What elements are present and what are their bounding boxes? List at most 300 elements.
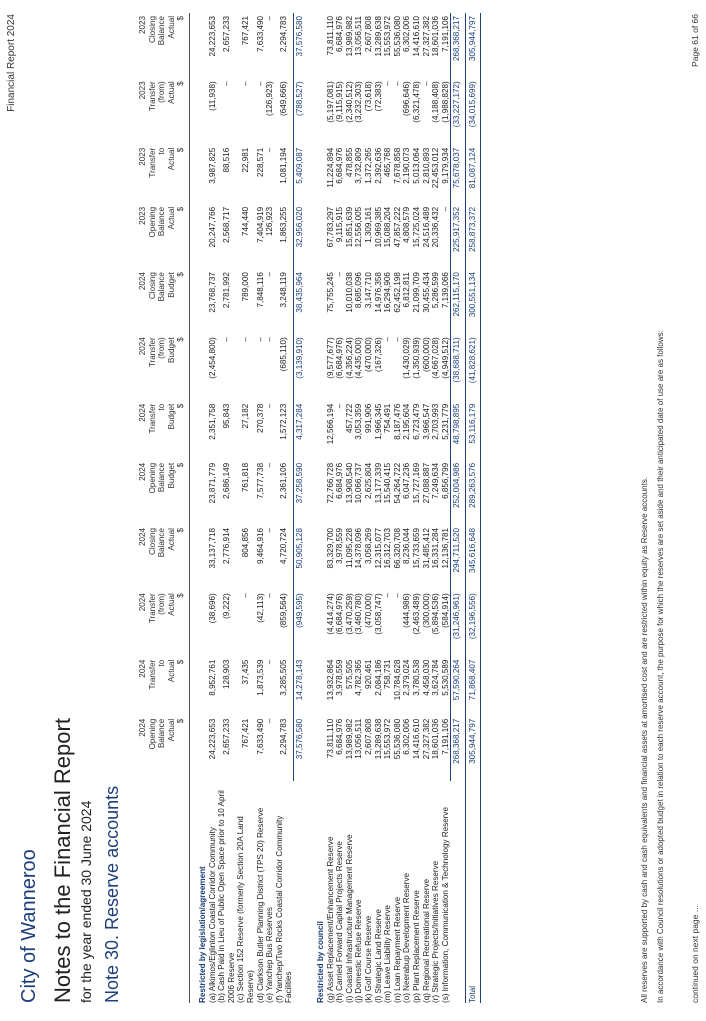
table-cell: 24,223,653 bbox=[207, 718, 217, 760]
table-cell: (72,383) bbox=[373, 81, 383, 112]
table-cell: 33,137,718 bbox=[207, 528, 217, 569]
table-cell: 2,625,804 bbox=[363, 462, 373, 499]
column-header-line: Budget bbox=[166, 462, 176, 489]
table-cell: (11,938) bbox=[207, 81, 217, 111]
column-header-line: Balance bbox=[157, 462, 167, 493]
subtotal-cell: 37,576,580 bbox=[294, 716, 308, 781]
table-row bbox=[326, 13, 336, 1003]
table-cell: 10,969,385 bbox=[373, 206, 383, 248]
table-cell: 73,811,110 bbox=[325, 718, 335, 759]
table-cell: 3,780,538 bbox=[411, 659, 421, 696]
table-cell: 6,684,976 bbox=[335, 147, 345, 184]
subtotal-cell: 57,590,264 bbox=[451, 657, 466, 716]
column-header-line: 2024 bbox=[138, 462, 147, 481]
table-cell: 67,783,297 bbox=[325, 206, 335, 248]
table-cell: (444,986) bbox=[402, 593, 412, 628]
reserve-name: (d) Clarkson Butler Planning District (TPS 20) Reserve bbox=[255, 807, 265, 1003]
table-cell: 3,053,359 bbox=[354, 403, 364, 440]
table-cell: 83,329,700 bbox=[325, 528, 335, 569]
table-cell: 8,952,761 bbox=[207, 659, 217, 696]
subtotal-cell: (788,527) bbox=[294, 78, 308, 144]
table-cell: 2,195,604 bbox=[402, 403, 412, 440]
column-header bbox=[138, 334, 189, 400]
table-cell: 13,289,638 bbox=[373, 718, 383, 760]
table-cell: 13,932,864 bbox=[325, 659, 335, 701]
table-cell: 10,066,737 bbox=[354, 462, 364, 504]
table-cell: 12,556,005 bbox=[354, 206, 364, 248]
table-cell: 2,776,914 bbox=[221, 528, 231, 565]
table-cell: 270,378 bbox=[255, 403, 265, 433]
column-header bbox=[138, 460, 189, 525]
table-cell: 5,013,064 bbox=[411, 147, 421, 184]
table-cell: 2,392,636 bbox=[373, 147, 383, 184]
table-cell: 6,856,799 bbox=[440, 462, 450, 499]
reserve-name: (b) Cash Paid in Lieu of Public Open Space prior to 10 April 2006 Reserve bbox=[217, 790, 236, 1003]
column-header-line: Closing bbox=[147, 272, 157, 300]
column-header-line: Actual bbox=[166, 81, 176, 104]
table-cell: 128,903 bbox=[221, 659, 231, 689]
table-row bbox=[422, 13, 432, 1003]
table-cell: 20,336,432 bbox=[431, 206, 441, 248]
table-cell: 14,378,096 bbox=[354, 528, 364, 569]
table-cell: (38,696) bbox=[207, 593, 217, 624]
table-cell: 14,416,610 bbox=[411, 718, 421, 760]
table-cell: 991,906 bbox=[363, 403, 373, 433]
table-cell: (73,618) bbox=[363, 81, 373, 112]
subtotal-cell: 32,956,020 bbox=[294, 204, 308, 269]
table-cell: 7,191,106 bbox=[440, 16, 450, 53]
page-number: Page 61 of 66 bbox=[690, 14, 700, 67]
table-cell: 1,966,345 bbox=[373, 403, 383, 440]
table-cell: – bbox=[221, 81, 231, 86]
reserve-name: (j) Domestic Refuse Reserve bbox=[354, 899, 364, 1003]
column-header-line: 2024 bbox=[138, 718, 147, 737]
table-cell: 7,633,490 bbox=[255, 718, 265, 755]
column-header-line: Actual bbox=[166, 659, 176, 683]
section-title: Restricted by legislation/agreement bbox=[197, 866, 207, 1003]
table-cell: 4,458,030 bbox=[421, 659, 431, 696]
table-cell: 66,320,708 bbox=[392, 528, 402, 569]
reserve-name: (e) Yanchep Bus Reserves bbox=[265, 907, 275, 1003]
table-cell: 14,416,610 bbox=[411, 16, 421, 57]
table-cell: 1,372,265 bbox=[363, 147, 373, 184]
total-row bbox=[465, 13, 480, 1003]
column-header-line: $ bbox=[176, 337, 186, 342]
column-header-line: Actual bbox=[166, 718, 176, 742]
column-header-line: Balance bbox=[157, 206, 167, 237]
table-cell: 27,327,382 bbox=[421, 16, 431, 57]
reserve-name: (q) Regional Recreational Reserve bbox=[421, 878, 431, 1003]
table-cell: 2,568,717 bbox=[221, 206, 231, 243]
subtotal-cell: (3,139,910) bbox=[294, 334, 308, 400]
reserve-name: (l) Strategic Land Reserve bbox=[373, 908, 383, 1003]
table-cell: 9,115,915 bbox=[335, 206, 345, 243]
table-row bbox=[383, 13, 393, 1003]
table-cell: 11,095,228 bbox=[344, 528, 354, 568]
column-header-line: Actual bbox=[166, 206, 176, 230]
column-header-line: 2023 bbox=[138, 81, 147, 100]
subtotal-cell: 37,258,590 bbox=[294, 460, 308, 525]
table-cell: 767,421 bbox=[241, 16, 251, 46]
table-cell: (4,435,000) bbox=[354, 337, 364, 379]
reserve-name: (p) Plant Replacement Reserve bbox=[411, 890, 421, 1003]
table-cell: – bbox=[265, 593, 275, 598]
table-cell: (696,646) bbox=[402, 81, 412, 116]
table-cell: 13,989,982 bbox=[344, 16, 354, 57]
table-cell: 15,553,972 bbox=[383, 16, 393, 57]
table-cell: 22,981 bbox=[241, 147, 251, 173]
total-cell: (41,828,621) bbox=[465, 334, 480, 400]
column-header-line: to bbox=[157, 147, 167, 155]
table-cell: 2,294,783 bbox=[279, 16, 289, 53]
table-row bbox=[393, 13, 403, 1003]
column-header-line: Balance bbox=[157, 718, 167, 749]
table-cell: 15,851,639 bbox=[344, 206, 354, 248]
column-header-line: 2024 bbox=[138, 272, 147, 291]
column-header-line: Opening bbox=[147, 718, 157, 750]
table-cell: (584,914) bbox=[440, 593, 450, 628]
column-header-line: Transfer bbox=[147, 403, 157, 434]
table-cell: (126,923) bbox=[265, 81, 275, 116]
table-cell: 8,236,044 bbox=[402, 528, 412, 565]
column-header-line: $ bbox=[176, 659, 186, 665]
table-cell: (2,340,512) bbox=[344, 81, 354, 123]
table-cell: 27,182 bbox=[241, 403, 251, 429]
table-cell: 75,755,245 bbox=[325, 272, 335, 313]
table-cell: 126,923 bbox=[265, 206, 275, 237]
table-row bbox=[412, 13, 422, 1003]
table-cell: (2,463,489) bbox=[411, 593, 421, 635]
table-row bbox=[441, 13, 451, 1003]
column-header-line: $ bbox=[176, 16, 186, 21]
table-cell: 22,453,012 bbox=[431, 147, 441, 189]
table-cell: 12,566,194 bbox=[325, 403, 335, 445]
page-subtitle: for the year ended 30 June 2024 bbox=[78, 800, 94, 1003]
table-cell: 465,768 bbox=[383, 147, 393, 177]
table-cell: 23,768,737 bbox=[207, 272, 217, 313]
column-header-line: 2023 bbox=[138, 147, 147, 166]
table-cell: 73,811,110 bbox=[325, 16, 335, 56]
column-header-line: Closing bbox=[147, 528, 157, 556]
table-row bbox=[345, 13, 355, 1003]
table-header bbox=[138, 13, 189, 1003]
table-cell: 24,516,489 bbox=[421, 206, 431, 248]
total-cell: (32,196,556) bbox=[465, 590, 480, 656]
table-cell: 2,657,233 bbox=[221, 16, 231, 53]
table-cell: 13,056,511 bbox=[354, 718, 364, 759]
table-cell: 1,873,539 bbox=[255, 659, 265, 696]
table-row bbox=[402, 13, 412, 1003]
table-cell: 7,848,116 bbox=[255, 272, 265, 308]
reserve-accounts-table bbox=[138, 13, 481, 1003]
subtotal-cell: 75,678,037 bbox=[451, 145, 466, 204]
table-cell: 1,081,194 bbox=[279, 147, 289, 184]
table-cell: 23,871,779 bbox=[207, 462, 217, 504]
column-header-line: 2023 bbox=[138, 206, 147, 225]
total-cell: (34,015,699) bbox=[465, 78, 480, 144]
table-cell: 54,264,722 bbox=[392, 462, 402, 504]
column-header bbox=[138, 657, 189, 716]
reserve-name: (r) Strategic Projects/Initiatives Reserve bbox=[431, 860, 441, 1003]
table-cell: 1,863,255 bbox=[279, 206, 289, 243]
column-header-line: Budget bbox=[166, 272, 176, 298]
table-cell: (470,000) bbox=[363, 337, 373, 372]
table-cell: 8,685,096 bbox=[354, 272, 364, 309]
table-cell: (4,667,028) bbox=[431, 337, 441, 379]
table-cell: – bbox=[221, 337, 231, 342]
table-cell: 3,248,119 bbox=[279, 272, 289, 308]
table-cell: 55,536,080 bbox=[392, 718, 402, 760]
table-cell: (9,115,915) bbox=[335, 81, 345, 123]
table-cell: 2,190,073 bbox=[402, 147, 412, 184]
table-cell: 12,136,781 bbox=[440, 528, 450, 569]
table-cell: – bbox=[265, 16, 275, 21]
table-cell: 3,732,809 bbox=[354, 147, 364, 184]
table-body bbox=[189, 13, 480, 1003]
table-cell: 15,553,972 bbox=[383, 718, 393, 760]
subtotal-cell: 37,576,580 bbox=[294, 13, 308, 78]
table-row bbox=[256, 13, 266, 1003]
column-header-line: Closing bbox=[147, 16, 157, 43]
table-cell: 7,404,919 bbox=[255, 206, 265, 243]
column-header-line: to bbox=[157, 403, 167, 411]
column-header-line: Balance bbox=[157, 272, 167, 302]
table-cell: 27,327,382 bbox=[421, 718, 431, 760]
table-row bbox=[364, 13, 374, 1003]
table-cell: – bbox=[392, 81, 402, 86]
table-cell: 7,249,634 bbox=[431, 462, 441, 499]
table-cell: 3,978,559 bbox=[335, 659, 345, 696]
table-cell: 7,577,738 bbox=[255, 462, 265, 499]
table-cell: 5,286,599 bbox=[431, 272, 441, 309]
table-row bbox=[217, 13, 236, 1003]
table-cell: (4,414,274) bbox=[325, 593, 335, 635]
column-header bbox=[138, 525, 189, 590]
table-cell: 15,733,659 bbox=[411, 528, 421, 569]
table-cell: 4,782,365 bbox=[354, 659, 364, 696]
table-cell: (4,188,408) bbox=[431, 81, 441, 123]
table-cell: 15,725,024 bbox=[411, 206, 421, 248]
subtotal-cell: 4,317,284 bbox=[294, 401, 308, 460]
column-header bbox=[138, 145, 189, 204]
table-cell: 30,455,434 bbox=[421, 272, 431, 313]
footnote: All reserves are supported by cash and cash equivalents and financial assets at amortised cost and are restricted within equity as Reserve accounts. bbox=[640, 476, 649, 1003]
column-header bbox=[138, 269, 189, 334]
table-cell: 20,247,766 bbox=[207, 206, 217, 248]
column-header-line: 2024 bbox=[138, 403, 147, 422]
total-cell: 289,263,576 bbox=[465, 460, 480, 525]
table-cell: 13,908,540 bbox=[344, 462, 354, 504]
table-row bbox=[265, 13, 275, 1003]
column-header bbox=[138, 13, 189, 78]
table-cell: (2,454,800) bbox=[207, 337, 217, 379]
table-cell: 7,678,858 bbox=[392, 147, 402, 184]
footnote: In accordance with Council resolutions or adopted budget in relation to each reserve account, the purpose for which the reserves are set aside and their anticipated date of use are as follows: bbox=[656, 330, 665, 1003]
table-cell: – bbox=[265, 272, 275, 277]
table-cell: 9,464,916 bbox=[255, 528, 265, 565]
table-cell: 16,331,284 bbox=[431, 528, 441, 569]
table-cell: (3,058,747) bbox=[373, 593, 383, 635]
table-cell: 9,179,934 bbox=[440, 147, 450, 184]
table-cell: 15,727,169 bbox=[411, 462, 421, 504]
column-header-line: Actual bbox=[166, 147, 176, 171]
table-cell: 13,989,982 bbox=[344, 718, 354, 760]
table-cell: (600,000) bbox=[421, 337, 431, 372]
table-cell: 3,978,559 bbox=[335, 528, 345, 565]
table-cell: 6,302,006 bbox=[402, 16, 412, 53]
reserve-name: (c) Section 152 Reserve (formerly Section 20A Land Reserve) bbox=[236, 816, 255, 1003]
subtotal-cell: 268,368,217 bbox=[451, 13, 466, 78]
subtotal-cell: 38,435,964 bbox=[294, 269, 308, 334]
table-cell: 789,000 bbox=[241, 272, 251, 302]
column-header bbox=[138, 590, 189, 656]
table-cell: 10,010,038 bbox=[344, 272, 354, 313]
table-cell: 2,703,993 bbox=[431, 403, 441, 440]
column-header-line: 2024 bbox=[138, 337, 147, 356]
column-header-line: $ bbox=[176, 147, 186, 153]
reserve-name: (g) Asset Replacement/Enhancement Reserve bbox=[325, 836, 335, 1003]
total-cell: 305,944,797 bbox=[465, 716, 480, 781]
table-cell: (6,321,478) bbox=[411, 81, 421, 123]
table-cell: – bbox=[265, 337, 275, 342]
table-cell: 18,601,036 bbox=[431, 718, 441, 760]
total-cell: 300,551,134 bbox=[465, 269, 480, 334]
column-header-line: Opening bbox=[147, 206, 157, 238]
table-cell: 3,285,505 bbox=[279, 659, 289, 696]
table-cell: 15,088,204 bbox=[383, 206, 393, 248]
table-cell: 7,191,106 bbox=[440, 718, 450, 755]
table-cell: 27,088,887 bbox=[421, 462, 431, 504]
reserve-name: (o) Neerabup Development Reserve bbox=[402, 872, 412, 1003]
table-cell: 2,657,233 bbox=[221, 718, 231, 755]
subtotal-cell: 48,798,895 bbox=[451, 401, 466, 460]
table-cell: 744,440 bbox=[241, 206, 251, 237]
table-cell: 767,421 bbox=[241, 718, 251, 749]
column-header-line: Transfer bbox=[147, 147, 157, 178]
table-cell: – bbox=[241, 81, 251, 86]
column-header bbox=[138, 204, 189, 269]
column-header-line: $ bbox=[176, 206, 186, 212]
table-cell: – bbox=[335, 272, 345, 277]
table-cell: (3,460,780) bbox=[354, 593, 364, 635]
table-cell: 6,684,976 bbox=[335, 462, 345, 499]
table-cell: – bbox=[265, 462, 275, 468]
table-cell: (3,232,303) bbox=[354, 81, 364, 123]
table-cell: (4,356,224) bbox=[344, 337, 354, 379]
table-cell: (3,470,259) bbox=[344, 593, 354, 635]
table-cell: 55,536,080 bbox=[392, 16, 402, 57]
table-cell: 2,781,992 bbox=[221, 272, 231, 309]
table-cell: – bbox=[255, 337, 265, 342]
table-cell: (9,577,677) bbox=[325, 337, 335, 379]
table-cell: 6,723,479 bbox=[411, 403, 421, 440]
continued-note: continued on next page ... bbox=[690, 905, 700, 1003]
table-cell: 7,633,490 bbox=[255, 16, 265, 53]
table-cell: 95,843 bbox=[221, 403, 231, 429]
total-cell: 345,616,648 bbox=[465, 525, 480, 590]
table-cell: 3,624,784 bbox=[431, 659, 441, 696]
table-cell: – bbox=[265, 528, 275, 533]
subtotal-cell: 225,917,352 bbox=[451, 204, 466, 269]
column-header-line: (from) bbox=[157, 81, 167, 103]
column-header-line: $ bbox=[176, 272, 186, 277]
table-cell: (6,684,976) bbox=[335, 337, 345, 379]
table-cell: 804,856 bbox=[241, 528, 251, 558]
section-row bbox=[189, 13, 207, 1003]
table-cell: 6,302,006 bbox=[402, 718, 412, 755]
column-header bbox=[138, 78, 189, 144]
table-cell: 47,857,222 bbox=[392, 206, 402, 248]
subtotal-cell: 268,368,217 bbox=[451, 716, 466, 781]
subtotal-cell: 252,004,986 bbox=[451, 460, 466, 525]
table-cell: 10,784,628 bbox=[392, 659, 402, 701]
subtotal-row bbox=[451, 13, 466, 1003]
table-cell: 6,812,811 bbox=[402, 272, 412, 308]
column-header-line: Actual bbox=[166, 16, 176, 39]
column-header-line: Opening bbox=[147, 462, 157, 494]
table-cell: 2,379,024 bbox=[402, 659, 412, 696]
table-cell: 6,684,976 bbox=[335, 718, 345, 755]
table-cell: 3,058,269 bbox=[363, 528, 373, 565]
table-cell: (6,684,976) bbox=[335, 593, 345, 635]
table-cell: 1,309,161 bbox=[363, 206, 373, 243]
table-row bbox=[335, 13, 345, 1003]
table-cell: 13,056,511 bbox=[354, 16, 364, 56]
table-cell: 2,686,149 bbox=[221, 462, 231, 499]
column-header-line: Actual bbox=[166, 593, 176, 616]
table-cell: – bbox=[241, 593, 251, 598]
total-cell: 258,873,372 bbox=[465, 204, 480, 269]
table-cell: – bbox=[383, 337, 393, 342]
table-cell: 3,987,825 bbox=[207, 147, 217, 184]
table-cell: (5,197,081) bbox=[325, 81, 335, 123]
table-cell: 11,224,894 bbox=[325, 147, 335, 188]
table-cell: 754,491 bbox=[383, 403, 393, 433]
table-cell: 457,722 bbox=[344, 403, 354, 433]
table-cell: 4,720,724 bbox=[279, 528, 289, 565]
total-label: Total bbox=[465, 781, 480, 1003]
table-cell: (300,000) bbox=[421, 593, 431, 628]
subtotal-cell: (949,595) bbox=[294, 590, 308, 656]
total-cell: 53,116,179 bbox=[465, 401, 480, 460]
table-cell: (649,666) bbox=[279, 81, 289, 116]
table-cell: – bbox=[265, 718, 275, 724]
table-row bbox=[431, 13, 441, 1003]
reserve-name: (a) Alkimos/Eglinton Coastal Corridor Community bbox=[207, 827, 217, 1003]
table-cell: (1,988,828) bbox=[440, 81, 450, 123]
council-name: City of Wanneroo bbox=[18, 849, 40, 1003]
subtotal-label bbox=[294, 781, 308, 1003]
column-header-line: $ bbox=[176, 593, 186, 598]
subtotal-cell: (33,227,172) bbox=[451, 78, 466, 144]
table-cell: 5,530,589 bbox=[440, 659, 450, 696]
table-cell: 228,571 bbox=[255, 147, 265, 177]
table-cell: – bbox=[265, 403, 275, 409]
page-title: Notes to the Financial Report bbox=[50, 718, 75, 1003]
reserve-name: (m) Leave Liability Reserve bbox=[383, 904, 393, 1003]
column-header-line: $ bbox=[176, 403, 186, 409]
table-cell: 2,607,808 bbox=[363, 16, 373, 53]
column-header-line: 2023 bbox=[138, 16, 147, 35]
table-cell: 2,294,783 bbox=[279, 718, 289, 755]
column-header-line: Budget bbox=[166, 337, 176, 363]
table-cell: 37,435 bbox=[241, 659, 251, 685]
table-cell: 72,766,728 bbox=[325, 462, 335, 504]
subtotal-cell: (31,246,961) bbox=[451, 590, 466, 656]
table-cell: 4,808,579 bbox=[402, 206, 412, 243]
reserve-name: (i) Coastal Infrastructure Management Reserve bbox=[344, 834, 354, 1003]
table-cell: 3,966,547 bbox=[421, 403, 431, 440]
